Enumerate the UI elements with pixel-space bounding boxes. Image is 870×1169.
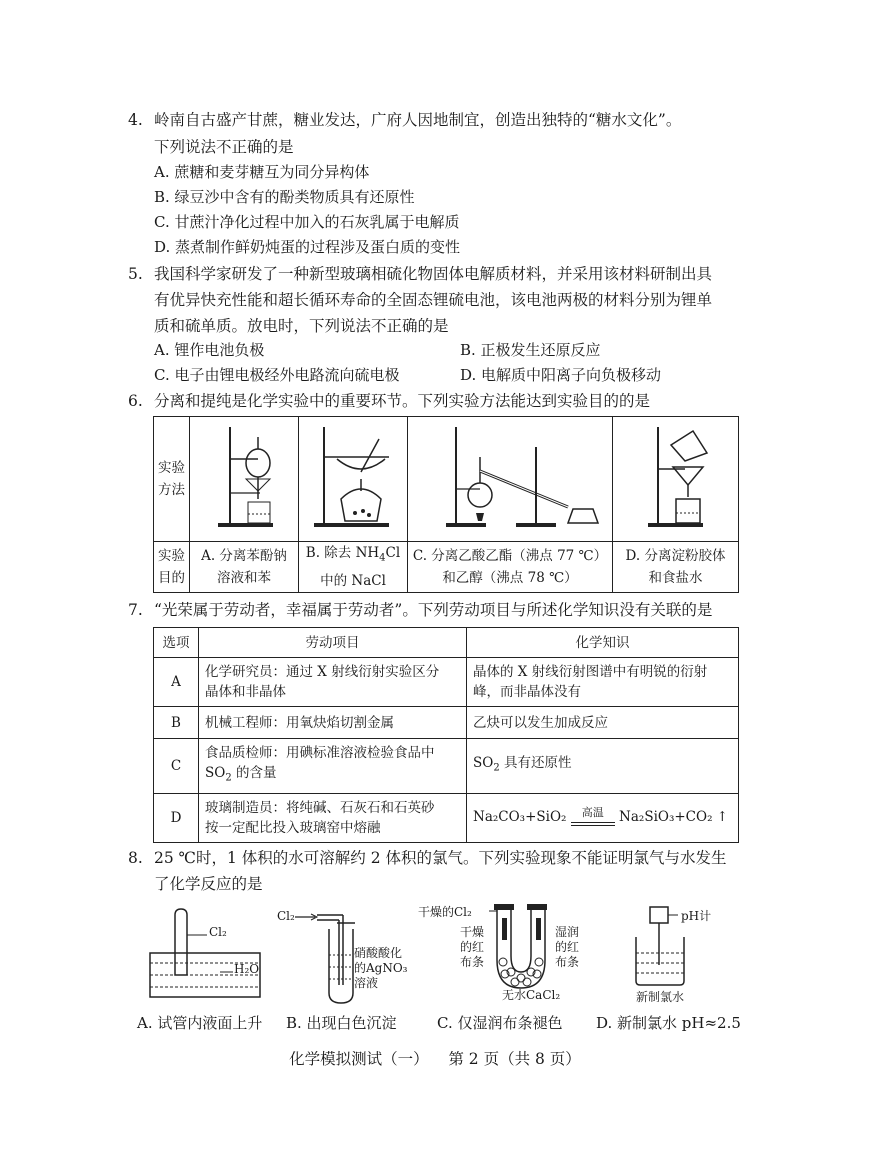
q7-row-d-equation (467, 793, 739, 842)
q8-c-dry-line3: 布条 (460, 955, 485, 969)
q4-option-b: B. 绿豆沙中含有的酚类物质具有还原性 (154, 188, 415, 206)
q8-b-solution-label (354, 946, 408, 991)
q8-stem-line1: 25 ℃时，1 体积的水可溶解约 2 体积的氯气。下列实验现象不能证明氯气与水发生 (154, 849, 727, 867)
q7-number: 7. (128, 601, 143, 619)
q8-number: 8. (128, 849, 143, 867)
q8-c-dry-line2: 的红 (460, 940, 485, 954)
q4-option-d: D. 蒸煮制作鲜奶炖蛋的过程涉及蛋白质的变性 (154, 238, 461, 256)
q7-row-a-labor-line1: 化学研究员：通过 X 射线衍射实验区分 (205, 664, 440, 680)
q7-stem (128, 598, 712, 620)
q6-purpose-b-text: B. 除去 NH (305, 545, 380, 561)
q4-stem-line1: 岭南自古盛产甘蔗，糖业发达，广府人因地制宜，创造出独特的“糖水文化”。 (154, 111, 682, 129)
q6-purpose-b-sub: 4 (379, 552, 386, 564)
q4-number: 4. (128, 111, 143, 129)
q5-number: 5. (128, 265, 143, 283)
q7-row-a-labor (199, 658, 467, 707)
q8-caption-a: A. 试管内液面上升 (137, 1014, 263, 1032)
q8-a-h2o-label: H₂O (234, 962, 260, 976)
q4-option-c: C. 甘蔗汁净化过程中加入的石灰乳属于电解质 (154, 213, 460, 231)
q6-stem-text: 分离和提纯是化学实验中的重要环节。下列实验方法能达到实验目的的是 (154, 392, 651, 410)
equation-right: Na₂SiO₃+CO₂ ↑ (619, 809, 729, 826)
q7-row-c-know-rest: 具有还原性 (499, 755, 572, 771)
q6-method-label-b: 方法 (158, 482, 185, 498)
q5-stem-line1: 我国科学家研发了一种新型玻璃相硫化物固体电解质材料，并采用该材料研制出具 (154, 265, 713, 283)
q5-option-c: C. 电子由锂电极经外电路流向硫电极 (154, 366, 400, 384)
q7-header-option: 选项 (154, 628, 199, 658)
q8-b-sol-line1: 硝酸酸化 (354, 946, 403, 960)
q5-stem-line2: 有优异快充性能和超长循环寿命的全固态锂硫电池，该电池两极的材料分别为锂单 (154, 291, 713, 309)
equation-condition: 高温 (581, 805, 604, 819)
q5-option-d: D. 电解质中阳离子向负极移动 (460, 366, 662, 384)
q8-c-cacl2-label: 无水CaCl₂ (502, 988, 561, 1002)
q6-figure-a (190, 417, 299, 542)
q8-c-wet-line3: 布条 (555, 955, 580, 969)
q8-c-wet-line2: 的红 (555, 940, 580, 954)
q7-row-c-labor (199, 739, 467, 794)
q7-row-c-know-so: SO (473, 755, 494, 771)
q6-stem (128, 389, 650, 411)
q8-stem-line2: 了化学反应的是 (154, 875, 263, 893)
q7-row-c-rest: 的含量 (231, 765, 277, 781)
q8-c-dry-line1: 干燥 (460, 925, 485, 939)
q6-purpose-label-b: 目的 (158, 569, 185, 586)
q6-number: 6. (128, 392, 143, 410)
q6-purpose-a-line1: A. 分离苯酚钠 (201, 547, 287, 564)
q6-figure-d (613, 417, 739, 542)
q6-method-label-a: 实验 (158, 460, 185, 476)
q7-row-d-labor (199, 793, 467, 842)
q6-figure-c (408, 417, 613, 542)
q7-row-c-labor-line2 (205, 763, 460, 789)
q7-row-b (154, 707, 739, 739)
q6-purpose-b-line1 (299, 542, 407, 570)
q8-caption-c: C. 仅湿润布条褪色 (437, 1014, 563, 1032)
q7-row-b-option: B (154, 707, 199, 739)
q7-row-a-knowledge (467, 658, 739, 707)
q6-purpose-label (154, 542, 190, 593)
q7-row-d-option: D (154, 793, 199, 842)
q6-purpose-c (408, 542, 613, 593)
q8-c-wet-cloth-label (555, 925, 579, 970)
q7-table (153, 627, 739, 843)
q7-row-c-labor-line1: 食品质检师：用碘标准溶液检验食品中 (205, 745, 435, 761)
q6-purpose-a (190, 542, 299, 593)
q8-c-dry-cloth-label (460, 925, 484, 970)
page-footer: 化学模拟测试（一） 第 2 页（共 8 页） (289, 1050, 581, 1068)
equation-equals-icon (571, 822, 615, 826)
q8-figure-a (145, 905, 270, 1005)
q8-b-sol-line2: 的AgNO₃ (354, 961, 408, 975)
q6-method-label (154, 417, 190, 542)
q6-purpose-d-line2: 和食盐水 (648, 569, 703, 586)
q6-table (153, 416, 739, 593)
q8-stem (128, 846, 727, 868)
q7-row-b-labor: 机械工程师：用氧炔焰切割金属 (199, 707, 467, 739)
q8-b-sol-line3: 溶液 (354, 976, 379, 990)
q7-row-a-knowledge-line2: 峰，而非晶体没有 (473, 684, 581, 700)
q6-purpose-b-text2: Cl (385, 545, 401, 561)
q6-purpose-d-line1: D. 分离淀粉胶体 (625, 547, 726, 564)
q7-row-d (154, 793, 739, 842)
q5-stem-line3: 质和硫单质。放电时，下列说法不正确的是 (154, 317, 449, 335)
separatory-funnel-icon (190, 417, 298, 537)
q7-row-a-knowledge-line1: 晶体的 X 射线衍射图谱中有明锐的衍射 (473, 664, 708, 680)
filtration-apparatus-icon (613, 417, 738, 537)
q7-row-d-labor-line2: 按一定配比投入玻璃窑中熔融 (205, 819, 381, 836)
q6-purpose-d (613, 542, 739, 593)
q7-row-d-labor-line1: 玻璃制造员：将纯碱、石灰石和石英砂 (205, 799, 435, 816)
q5-option-a: A. 锂作电池负极 (154, 341, 265, 359)
q4-option-a: A. 蔗糖和麦芽糖互为同分异构体 (154, 163, 370, 181)
q4-stem-line2: 下列说法不正确的是 (154, 138, 294, 156)
evaporation-dish-icon (299, 417, 407, 537)
q7-header-knowledge: 化学知识 (467, 628, 739, 658)
q8-d-water-label: 新制氯水 (636, 990, 685, 1004)
q6-purpose-b (299, 542, 408, 593)
q7-row-a-option: A (154, 658, 199, 707)
q8-d-ph-label: pH计 (681, 909, 712, 923)
q6-purpose-c-line1: C. 分离乙酸乙酯（沸点 77 ℃） (412, 547, 608, 564)
q7-row-c (154, 739, 739, 794)
q7-row-c-option: C (154, 739, 199, 794)
q7-row-a-labor-line2: 晶体和非晶体 (205, 684, 286, 700)
q7-row-c-so: SO (205, 765, 226, 781)
q8-c-dry-cl2-label: 干燥的Cl₂ (418, 905, 472, 919)
q5-option-b: B. 正极发生还原反应 (460, 341, 601, 359)
q7-row-c-know-sub: 2 (493, 762, 500, 774)
q6-figure-b (299, 417, 408, 542)
q6-purpose-label-a: 实验 (158, 547, 185, 564)
q6-purpose-c-line2: 和乙醇（沸点 78 ℃） (442, 569, 578, 586)
q8-b-cl2-label: Cl₂ (277, 909, 295, 923)
q4-stem (128, 108, 681, 130)
q8-caption-b: B. 出现白色沉淀 (286, 1014, 397, 1032)
equation-arrow (571, 805, 615, 828)
q7-row-c-sub: 2 (225, 772, 232, 784)
q7-header-labor: 劳动项目 (199, 628, 467, 658)
distillation-apparatus-icon (408, 417, 612, 537)
q8-caption-d: D. 新制氯水 pH≈2.5 (596, 1014, 741, 1032)
q6-purpose-a-line2: 溶液和苯 (217, 569, 271, 586)
q7-stem-text: “光荣属于劳动者，幸福属于劳动者”。下列劳动项目与所述化学知识没有关联的是 (154, 601, 713, 619)
q7-row-a (154, 658, 739, 707)
q6-purpose-b-line2: 中的 NaCl (320, 572, 386, 589)
q8-c-wet-line1: 湿润 (555, 925, 580, 939)
equation-left: Na₂CO₃+SiO₂ (473, 809, 567, 826)
q7-row-c-knowledge (467, 739, 739, 794)
q5-stem (128, 262, 712, 284)
q7-row-b-knowledge: 乙炔可以发生加成反应 (467, 707, 739, 739)
q8-a-cl2-label: Cl₂ (209, 925, 227, 939)
